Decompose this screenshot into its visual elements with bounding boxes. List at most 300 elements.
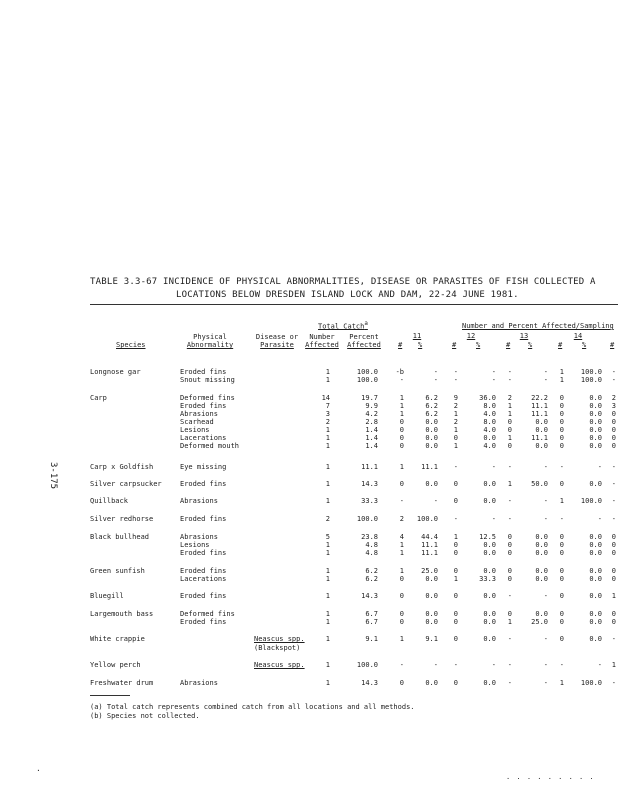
location-cell: 1 bbox=[507, 410, 512, 418]
species-name: Silver carpsucker bbox=[90, 480, 162, 488]
percent-affected: 19.7 bbox=[361, 394, 378, 402]
location-cell: 1 bbox=[453, 575, 458, 583]
location-cell: - bbox=[559, 463, 564, 471]
header-physical: Physical Abnormality bbox=[186, 333, 234, 349]
location-cell: 0.0 bbox=[535, 426, 548, 434]
percent-affected: 100.0 bbox=[356, 661, 378, 669]
location-cell: - bbox=[399, 661, 404, 669]
location-cell: - bbox=[543, 679, 548, 687]
location-cell: 0 bbox=[559, 592, 564, 600]
location-cell: - bbox=[611, 635, 616, 643]
location-cell: 0.0 bbox=[589, 533, 602, 541]
location-cell: 0 bbox=[611, 434, 616, 442]
abnormality: Eroded fins bbox=[180, 549, 227, 557]
location-cell: - bbox=[559, 515, 564, 523]
location-cell: 0.0 bbox=[535, 442, 548, 450]
location-cell: 4 bbox=[399, 533, 404, 541]
location-cell: 11.1 bbox=[531, 410, 548, 418]
location-cell: - bbox=[597, 515, 602, 523]
location-cell: 100.0 bbox=[416, 515, 438, 523]
percent-affected: 4.8 bbox=[365, 541, 378, 549]
page-edge-dots: . . . . . . . . . bbox=[506, 773, 595, 781]
location-cell: 0.0 bbox=[425, 480, 438, 488]
location-cell: 0.0 bbox=[483, 549, 496, 557]
location-cell: 1 bbox=[559, 679, 564, 687]
header-location-14: 14 bbox=[573, 332, 583, 340]
location-cell: 0 bbox=[399, 575, 404, 583]
number-affected: 1 bbox=[325, 567, 330, 575]
disease-parasite: Neascus spp. bbox=[254, 661, 305, 669]
location-cell: 0.0 bbox=[483, 592, 496, 600]
number-affected: 1 bbox=[325, 592, 330, 600]
location-cell: 0 bbox=[453, 610, 458, 618]
location-cell: 2 bbox=[453, 402, 458, 410]
header-number-percent: Number and Percent Affected/Sampling bbox=[462, 322, 614, 330]
location-cell: 1 bbox=[507, 618, 512, 626]
location-cell: 0.0 bbox=[535, 549, 548, 557]
number-affected: 1 bbox=[325, 541, 330, 549]
location-cell: 0 bbox=[559, 426, 564, 434]
location-cell: 0.0 bbox=[589, 635, 602, 643]
location-cell: - bbox=[543, 635, 548, 643]
percent-affected: 1.4 bbox=[365, 426, 378, 434]
location-cell: 100.0 bbox=[580, 679, 602, 687]
location-cell: - bbox=[543, 376, 548, 384]
abnormality: Abrasions bbox=[180, 533, 218, 541]
location-cell: 1 bbox=[453, 533, 458, 541]
location-cell: 0 bbox=[559, 434, 564, 442]
location-cell: 0.0 bbox=[589, 442, 602, 450]
location-cell: - bbox=[491, 463, 496, 471]
location-cell: 0 bbox=[399, 618, 404, 626]
location-cell: 0 bbox=[611, 549, 616, 557]
location-cell: - bbox=[611, 480, 616, 488]
location-cell: 0.0 bbox=[589, 418, 602, 426]
header-disease: Disease or Parasite bbox=[255, 333, 299, 349]
species-name: Quillback bbox=[90, 497, 128, 505]
location-cell: 0.0 bbox=[425, 610, 438, 618]
location-cell: 0.0 bbox=[535, 533, 548, 541]
header-total-catch: Total Catch$^a$ bbox=[318, 321, 368, 331]
location-cell: 0.0 bbox=[483, 434, 496, 442]
number-affected: 1 bbox=[325, 368, 330, 376]
location-cell: 100.0 bbox=[580, 376, 602, 384]
location-cell: 0.0 bbox=[589, 549, 602, 557]
header-location-13: 13 bbox=[519, 332, 529, 340]
location-cell: 1 bbox=[559, 368, 564, 376]
number-affected: 1 bbox=[325, 434, 330, 442]
location-cell: 0 bbox=[453, 480, 458, 488]
abnormality: Deformed fins bbox=[180, 394, 235, 402]
location-cell: 0 bbox=[399, 418, 404, 426]
location-cell: 0 bbox=[453, 618, 458, 626]
location-cell: 0.0 bbox=[535, 541, 548, 549]
abnormality: Scarhead bbox=[180, 418, 214, 426]
location-cell: - bbox=[543, 661, 548, 669]
location-cell: 0 bbox=[611, 618, 616, 626]
location-cell: 0 bbox=[399, 610, 404, 618]
location-cell: 1 bbox=[399, 549, 404, 557]
location-cell: 0.0 bbox=[483, 618, 496, 626]
location-cell: 0.0 bbox=[589, 480, 602, 488]
species-name: Carp x Goldfish bbox=[90, 463, 154, 471]
location-cell: 0 bbox=[559, 635, 564, 643]
footnote-a: (a) Total catch represents combined catch from all locations and all methods. bbox=[90, 703, 415, 711]
location-cell: 0.0 bbox=[535, 418, 548, 426]
number-affected: 1 bbox=[325, 426, 330, 434]
number-affected: 5 bbox=[325, 533, 330, 541]
location-cell: 0.0 bbox=[535, 610, 548, 618]
location-cell: - bbox=[507, 376, 512, 384]
location-cell: - bbox=[543, 368, 548, 376]
location-cell: - bbox=[453, 376, 458, 384]
location-cell: - bbox=[491, 376, 496, 384]
location-cell: 0 bbox=[559, 567, 564, 575]
location-cell: 1 bbox=[399, 541, 404, 549]
location-cell: 1 bbox=[507, 434, 512, 442]
number-affected: 3 bbox=[325, 410, 330, 418]
location-cell: 0.0 bbox=[589, 618, 602, 626]
location-cell: 25.0 bbox=[531, 618, 548, 626]
location-cell: 0 bbox=[453, 679, 458, 687]
location-cell: - bbox=[453, 463, 458, 471]
location-cell: - bbox=[453, 368, 458, 376]
location-cell: - bbox=[507, 592, 512, 600]
location-cell: 0 bbox=[399, 434, 404, 442]
number-affected: 1 bbox=[325, 549, 330, 557]
location-cell: 1 bbox=[559, 376, 564, 384]
location-cell: 0.0 bbox=[483, 567, 496, 575]
location-cell: 0.0 bbox=[535, 575, 548, 583]
percent-affected: 33.3 bbox=[361, 497, 378, 505]
location-cell: - bbox=[559, 661, 564, 669]
location-cell: - bbox=[433, 368, 438, 376]
sub-header-cell: % bbox=[528, 341, 533, 349]
species-name: Black bullhead bbox=[90, 533, 150, 541]
location-cell: 25.0 bbox=[421, 567, 438, 575]
abnormality: Eroded fins bbox=[180, 592, 227, 600]
number-affected: 1 bbox=[325, 497, 330, 505]
location-cell: 100.0 bbox=[580, 497, 602, 505]
location-cell: - bbox=[543, 592, 548, 600]
location-cell: 0.0 bbox=[589, 575, 602, 583]
location-cell: 0 bbox=[559, 402, 564, 410]
location-cell: 0 bbox=[399, 480, 404, 488]
location-cell: - bbox=[597, 463, 602, 471]
location-cell: 0 bbox=[399, 426, 404, 434]
location-cell: 0 bbox=[507, 610, 512, 618]
location-cell: 0 bbox=[453, 635, 458, 643]
abnormality: Lesions bbox=[180, 541, 210, 549]
number-affected: 1 bbox=[325, 618, 330, 626]
location-cell: 1 bbox=[507, 480, 512, 488]
table-title-line-2: LOCATIONS BELOW DRESDEN ISLAND LOCK AND DAM, 22-24 JUNE 1981. bbox=[176, 290, 519, 300]
footnote-b: (b) Species not collected. bbox=[90, 712, 200, 720]
abnormality: Snout missing bbox=[180, 376, 235, 384]
location-cell: 0.0 bbox=[589, 610, 602, 618]
location-cell: 11.1 bbox=[421, 541, 438, 549]
location-cell: 1 bbox=[399, 394, 404, 402]
location-cell: 11.1 bbox=[531, 402, 548, 410]
location-cell: 2 bbox=[611, 394, 616, 402]
location-cell: 6.2 bbox=[425, 394, 438, 402]
location-cell: 0 bbox=[507, 533, 512, 541]
location-cell: - bbox=[507, 368, 512, 376]
header-location-11: 11 bbox=[412, 332, 422, 340]
location-cell: 1 bbox=[399, 463, 404, 471]
number-affected: 1 bbox=[325, 679, 330, 687]
number-affected: 1 bbox=[325, 463, 330, 471]
location-cell: 0.0 bbox=[589, 410, 602, 418]
abnormality: Eroded fins bbox=[180, 480, 227, 488]
location-cell: 1 bbox=[559, 497, 564, 505]
location-cell: 0 bbox=[453, 567, 458, 575]
percent-affected: 14.3 bbox=[361, 592, 378, 600]
location-cell: 0.0 bbox=[589, 434, 602, 442]
location-cell: 11.1 bbox=[421, 463, 438, 471]
location-cell: 6.2 bbox=[425, 410, 438, 418]
location-cell: 0.0 bbox=[483, 610, 496, 618]
disease-parasite-note: (Blackspot) bbox=[254, 644, 301, 652]
species-name: Green sunfish bbox=[90, 567, 145, 575]
location-cell: - bbox=[507, 635, 512, 643]
location-cell: 0 bbox=[611, 541, 616, 549]
location-cell: - bbox=[491, 368, 496, 376]
location-cell: 0 bbox=[453, 497, 458, 505]
abnormality: Eroded fins bbox=[180, 618, 227, 626]
location-cell: 11.1 bbox=[421, 549, 438, 557]
location-cell: - bbox=[507, 497, 512, 505]
percent-affected: 1.4 bbox=[365, 434, 378, 442]
species-name: Largemouth bass bbox=[90, 610, 154, 618]
abnormality: Eroded fins bbox=[180, 402, 227, 410]
location-cell: 0 bbox=[399, 679, 404, 687]
location-cell: 0 bbox=[611, 442, 616, 450]
sub-header-cell: % bbox=[476, 341, 481, 349]
percent-affected: 100.0 bbox=[356, 368, 378, 376]
number-affected: 1 bbox=[325, 661, 330, 669]
table-title-line-1: TABLE 3.3-67 INCIDENCE OF PHYSICAL ABNORMALITIES, DISEASE OR PARASITES OF FISH COLLECTED A bbox=[90, 277, 596, 287]
percent-affected: 4.2 bbox=[365, 410, 378, 418]
location-cell: 9.1 bbox=[425, 635, 438, 643]
location-cell: 0.0 bbox=[589, 394, 602, 402]
location-cell: 0 bbox=[399, 592, 404, 600]
species-name: Yellow perch bbox=[90, 661, 141, 669]
location-cell: 0 bbox=[507, 567, 512, 575]
number-affected: 1 bbox=[325, 480, 330, 488]
location-cell: 0 bbox=[611, 418, 616, 426]
species-name: White crappie bbox=[90, 635, 145, 643]
location-cell: 0.0 bbox=[425, 418, 438, 426]
location-cell: - bbox=[611, 376, 616, 384]
location-cell: 0.0 bbox=[425, 426, 438, 434]
species-name: Bluegill bbox=[90, 592, 124, 600]
location-cell: 4.0 bbox=[483, 426, 496, 434]
percent-affected: 14.3 bbox=[361, 679, 378, 687]
location-cell: 2 bbox=[453, 418, 458, 426]
location-cell: 0.0 bbox=[483, 679, 496, 687]
location-cell: - bbox=[611, 368, 616, 376]
location-cell: 1 bbox=[453, 426, 458, 434]
location-cell: 0.0 bbox=[589, 541, 602, 549]
location-cell: 0.0 bbox=[425, 434, 438, 442]
location-cell: 0 bbox=[559, 480, 564, 488]
location-cell: 36.0 bbox=[479, 394, 496, 402]
location-cell: 0 bbox=[611, 533, 616, 541]
header-number-affected: Number Affected bbox=[305, 333, 339, 349]
location-cell: 11.1 bbox=[531, 434, 548, 442]
percent-affected: 100.0 bbox=[356, 376, 378, 384]
abnormality: Deformed fins bbox=[180, 610, 235, 618]
location-cell: 0.0 bbox=[589, 426, 602, 434]
location-cell: 1 bbox=[453, 410, 458, 418]
location-cell: 0 bbox=[611, 410, 616, 418]
location-cell: - bbox=[507, 515, 512, 523]
percent-affected: 4.8 bbox=[365, 549, 378, 557]
location-cell: - bbox=[507, 661, 512, 669]
percent-affected: 6.2 bbox=[365, 567, 378, 575]
location-cell: 1 bbox=[611, 661, 616, 669]
location-cell: 8.0 bbox=[483, 418, 496, 426]
location-cell: - bbox=[543, 515, 548, 523]
location-cell: 50.0 bbox=[531, 480, 548, 488]
location-cell: 100.0 bbox=[580, 368, 602, 376]
location-cell: 0.0 bbox=[483, 497, 496, 505]
location-cell: 8.0 bbox=[483, 402, 496, 410]
margin-mark: . bbox=[36, 764, 41, 773]
location-cell: 0.0 bbox=[535, 567, 548, 575]
abnormality: Eroded fins bbox=[180, 567, 227, 575]
location-cell: 0.0 bbox=[425, 442, 438, 450]
abnormality: Eye missing bbox=[180, 463, 227, 471]
abnormality: Abrasions bbox=[180, 410, 218, 418]
species-name: Longnose gar bbox=[90, 368, 141, 376]
location-cell: 1 bbox=[399, 567, 404, 575]
location-cell: - bbox=[543, 497, 548, 505]
percent-affected: 23.8 bbox=[361, 533, 378, 541]
location-cell: 0 bbox=[559, 442, 564, 450]
location-cell: - bbox=[507, 463, 512, 471]
percent-affected: 9.1 bbox=[365, 635, 378, 643]
title-rule bbox=[90, 304, 618, 305]
location-cell: 2 bbox=[399, 515, 404, 523]
location-cell: 9 bbox=[453, 394, 458, 402]
location-cell: - bbox=[611, 679, 616, 687]
location-cell: 1 bbox=[453, 442, 458, 450]
location-cell: 0 bbox=[611, 567, 616, 575]
header-percent-affected: Percent Affected bbox=[347, 333, 381, 349]
location-cell: - bbox=[491, 515, 496, 523]
abnormality: Eroded fins bbox=[180, 515, 227, 523]
percent-affected: 1.4 bbox=[365, 442, 378, 450]
location-cell: - bbox=[433, 497, 438, 505]
location-cell: 0.0 bbox=[425, 679, 438, 687]
abnormality: Eroded fins bbox=[180, 368, 227, 376]
location-cell: 0 bbox=[453, 541, 458, 549]
abnormality: Lacerations bbox=[180, 434, 227, 442]
location-cell: 12.5 bbox=[479, 533, 496, 541]
percent-affected: 6.7 bbox=[365, 610, 378, 618]
location-cell: 1 bbox=[611, 592, 616, 600]
location-cell: 0 bbox=[453, 592, 458, 600]
location-cell: - bbox=[433, 661, 438, 669]
disease-parasite: Neascus spp. bbox=[254, 635, 305, 643]
location-cell: - bbox=[597, 661, 602, 669]
location-cell: 0 bbox=[453, 434, 458, 442]
location-cell: 0.0 bbox=[589, 592, 602, 600]
percent-affected: 14.3 bbox=[361, 480, 378, 488]
location-cell: 33.3 bbox=[479, 575, 496, 583]
sub-header-cell: % bbox=[418, 341, 423, 349]
location-cell: 2 bbox=[507, 394, 512, 402]
abnormality: Lacerations bbox=[180, 575, 227, 583]
location-cell: - bbox=[611, 463, 616, 471]
species-name: Carp bbox=[90, 394, 107, 402]
location-cell: 0.0 bbox=[425, 575, 438, 583]
sub-header-cell: % bbox=[582, 341, 587, 349]
percent-affected: 6.2 bbox=[365, 575, 378, 583]
location-cell: 0 bbox=[611, 610, 616, 618]
location-cell: 1 bbox=[399, 635, 404, 643]
location-cell: - bbox=[491, 661, 496, 669]
location-cell: 6.2 bbox=[425, 402, 438, 410]
abnormality: Deformed mouth bbox=[180, 442, 240, 450]
location-cell: 22.2 bbox=[531, 394, 548, 402]
location-cell: 1 bbox=[399, 410, 404, 418]
number-affected: 1 bbox=[325, 610, 330, 618]
number-affected: 1 bbox=[325, 575, 330, 583]
location-cell: 3 bbox=[611, 402, 616, 410]
number-affected: 1 bbox=[325, 376, 330, 384]
location-cell: - bbox=[399, 376, 404, 384]
percent-affected: 9.9 bbox=[365, 402, 378, 410]
location-cell: 0.0 bbox=[425, 592, 438, 600]
location-cell: 0 bbox=[559, 618, 564, 626]
header-species: Species bbox=[116, 341, 146, 349]
footnote-rule bbox=[90, 695, 130, 696]
location-cell: - bbox=[611, 515, 616, 523]
percent-affected: 100.0 bbox=[356, 515, 378, 523]
location-cell: 0 bbox=[559, 610, 564, 618]
abnormality: Lesions bbox=[180, 426, 210, 434]
location-cell: 0 bbox=[559, 410, 564, 418]
location-cell: 0.0 bbox=[483, 635, 496, 643]
location-cell: 0 bbox=[507, 541, 512, 549]
location-cell: 0 bbox=[507, 418, 512, 426]
sub-header-cell: # bbox=[398, 341, 403, 349]
location-cell: 0 bbox=[559, 541, 564, 549]
percent-affected: 6.7 bbox=[365, 618, 378, 626]
sub-header-cell: # bbox=[506, 341, 511, 349]
number-affected: 1 bbox=[325, 635, 330, 643]
location-cell: - bbox=[453, 515, 458, 523]
location-cell: 0.0 bbox=[589, 567, 602, 575]
number-affected: 2 bbox=[325, 418, 330, 426]
location-cell: 0 bbox=[611, 426, 616, 434]
location-cell: 44.4 bbox=[421, 533, 438, 541]
percent-affected: 11.1 bbox=[361, 463, 378, 471]
location-cell: - bbox=[507, 679, 512, 687]
species-name: Freshwater drum bbox=[90, 679, 154, 687]
sub-header-cell: # bbox=[558, 341, 563, 349]
side-page-number: 3-175 bbox=[48, 462, 58, 490]
location-cell: - bbox=[611, 497, 616, 505]
location-cell: 0 bbox=[399, 442, 404, 450]
location-cell: 0 bbox=[559, 549, 564, 557]
number-affected: 14 bbox=[321, 394, 330, 402]
number-affected: 7 bbox=[325, 402, 330, 410]
location-cell: 4.0 bbox=[483, 442, 496, 450]
